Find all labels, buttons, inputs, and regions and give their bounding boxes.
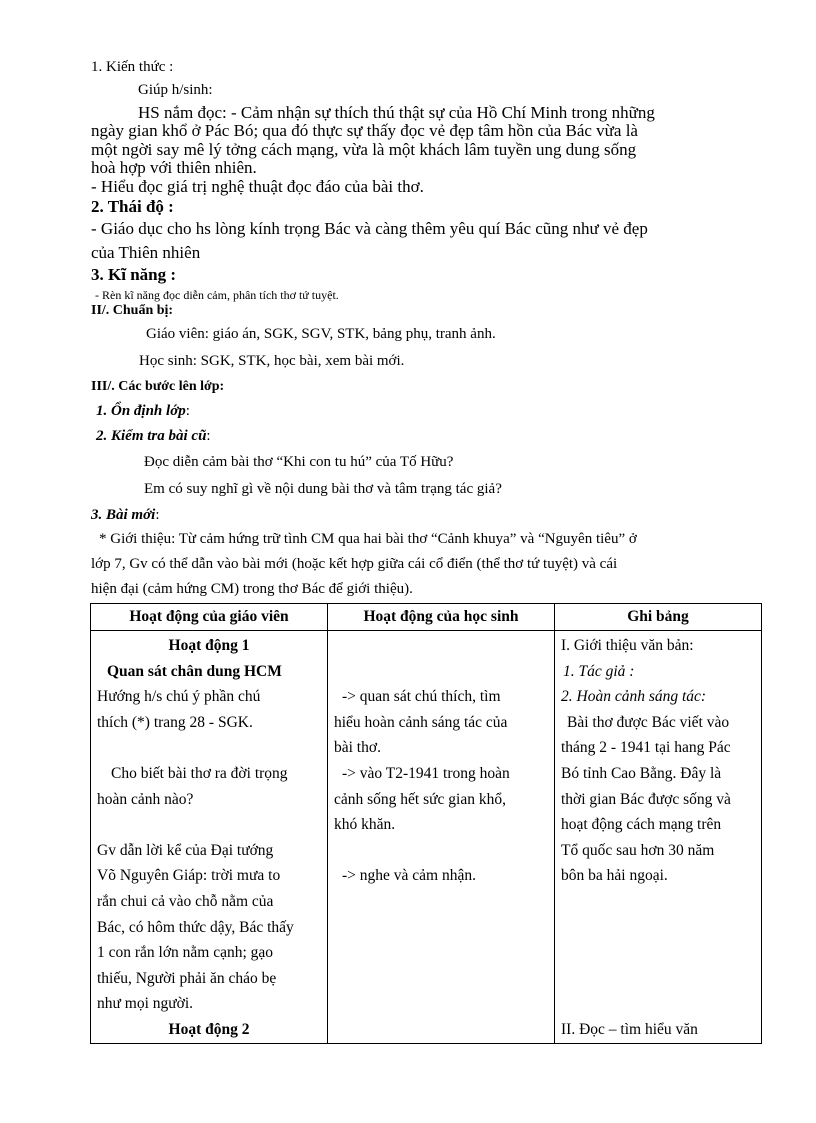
notes-line: Tổ quốc sau hơn 30 năm	[561, 841, 715, 859]
notes-line: Bài thơ được Bác viết vào	[567, 713, 730, 731]
student-line: khó khăn.	[334, 816, 396, 834]
student-line: -> vào T2-1941 trong hoàn	[342, 764, 510, 782]
objective-line-1: HS nắm đọc: - Cảm nhận sự thích thú thật sự của Hồ Chí Minh trong những	[138, 103, 655, 122]
notes-line	[561, 915, 755, 941]
student-line: -> quan sát chú thích, tìm	[342, 688, 501, 706]
notes-tac-gia: 1. Tác giả :	[563, 662, 635, 680]
student-line	[334, 633, 548, 659]
section-thai-do: 2. Thái độ :	[91, 197, 174, 216]
gioi-thieu-line-3: hiện đại (cảm hứng CM) trong thơ Bác để giới thiệu).	[91, 581, 413, 597]
objective-line-3: một ngời say mê lý tởng cách mạng, vừa là một khách lâm tuyền ung dung sống	[91, 140, 637, 159]
question-1: Đọc diễn cảm bài thơ “Khi con tu hú” của Tố Hữu?	[144, 454, 454, 470]
gioi-thieu-line-2: lớp 7, Gv có thể dẫn vào bài mới (hoặc kết hợp giữa cái cổ điển (thể thơ tứ tuyệt) và cái	[91, 556, 618, 572]
notes-line: bôn ba hải ngoại.	[561, 867, 668, 885]
teacher-line: Bác, có hôm thức dậy, Bác thấy	[97, 918, 294, 936]
bai-moi	[91, 508, 159, 523]
on-dinh-lop	[96, 404, 190, 419]
bai-moi-title: 3. Bài mới	[91, 507, 156, 523]
notes-column	[555, 631, 762, 1044]
student-line: -> nghe và cảm nhận.	[342, 867, 476, 885]
header-teacher: Hoạt động của giáo viên	[91, 604, 328, 631]
giao-vien-line: Giáo viên: giáo án, SGK, SGV, STK, bảng phụ, tranh ảnh.	[146, 326, 496, 342]
notes-line	[561, 991, 755, 1017]
student-line: bài thơ.	[334, 739, 381, 757]
student-line: cảnh sống hết sức gian khổ,	[334, 790, 506, 808]
student-line: hiểu hoàn cảnh sáng tác của	[334, 713, 508, 731]
objective-line-5: - Hiểu đọc giá trị nghệ thuật đọc đáo của bài thơ.	[91, 177, 424, 196]
teacher-line: như mọi người.	[97, 995, 194, 1013]
hoc-sinh-line: Học sinh: SGK, STK, học bài, xem bài mới.	[139, 353, 405, 369]
section-cac-buoc: III/. Các bước lên lớp:	[91, 379, 225, 394]
notes-heading-2: II. Đọc – tìm hiểu văn	[561, 1020, 698, 1038]
table-header-row	[91, 604, 762, 631]
question-2: Em có suy nghĩ gì về nội dung bài thơ và tâm trạng tác giả?	[144, 481, 502, 497]
notes-line: Bó tỉnh Cao Bằng. Đây là	[561, 764, 722, 782]
activity-1-subtitle: Quan sát chân dung HCM	[107, 662, 282, 680]
teacher-line: Cho biết bài thơ ra đời trọng	[111, 764, 288, 782]
teacher-line: thiếu, Người phải ăn cháo bẹ	[97, 969, 277, 987]
notes-line: thời gian Bác được sống và	[561, 790, 731, 808]
notes-line	[561, 940, 755, 966]
thai-do-line-2: của Thiên nhiên	[91, 243, 201, 262]
header-notes: Ghi bảng	[555, 604, 762, 631]
activity-2-title: Hoạt động 2	[168, 1020, 250, 1038]
teacher-line	[97, 812, 321, 838]
student-column	[328, 631, 555, 1044]
teacher-column	[91, 631, 328, 1044]
teacher-line: rắn chui cả vào chỗ nằm của	[97, 892, 274, 910]
thai-do-line-1: - Giáo dục cho hs lòng kính trọng Bác và càng thêm yêu quí Bác cũng như vẻ đẹp	[91, 219, 648, 238]
teacher-line	[97, 735, 321, 761]
objective-line-4: hoà hợp với thiên nhiên.	[91, 158, 257, 177]
notes-heading-1: I. Giới thiệu văn bản:	[561, 637, 694, 654]
notes-hoan-canh: 2. Hoàn cảnh sáng tác:	[561, 688, 707, 706]
giup-label: Giúp h/sinh:	[138, 82, 213, 98]
notes-line	[561, 966, 755, 992]
teacher-line: thích (*) trang 28 - SGK.	[97, 713, 253, 731]
kiem-tra-bai-cu	[96, 429, 211, 444]
on-dinh-title: 1. Ổn định lớp	[96, 403, 186, 419]
lesson-table	[90, 603, 762, 1044]
kiem-tra-title: 2. Kiểm tra bài cũ	[96, 428, 207, 444]
objective-line-2: ngày gian khổ ở Pác Bó; qua đó thực sự thấy đọc vẻ đẹp tâm hồn của Bác vừa là	[91, 121, 638, 140]
notes-line: tháng 2 - 1941 tại hang Pác	[561, 739, 731, 757]
teacher-line: Gv dẫn lời kể của Đại tướng	[97, 841, 274, 859]
on-dinh-colon: :	[185, 403, 190, 419]
teacher-line: Hướng h/s chú ý phần chú	[97, 688, 261, 706]
kiem-tra-colon: :	[206, 428, 211, 444]
student-line	[334, 659, 548, 685]
table-row	[91, 631, 762, 1044]
gioi-thieu-line-1: * Giới thiệu: Từ cảm hứng trữ tình CM qua hai bài thơ “Cảnh khuya” và “Nguyên tiêu” ở	[99, 531, 637, 547]
bai-moi-colon: :	[155, 507, 160, 523]
activity-1-title: Hoạt động 1	[168, 637, 250, 654]
teacher-line: Võ Nguyên Giáp: trời mưa to	[97, 867, 281, 885]
teacher-line: hoàn cảnh nào?	[97, 790, 194, 808]
section-ki-nang: 3. Kĩ năng :	[91, 265, 177, 284]
header-student: Hoạt động của học sinh	[328, 604, 555, 631]
ki-nang-line: - Rèn kĩ năng đọc diễn cảm, phân tích thơ tứ tuyệt.	[95, 288, 339, 302]
teacher-line: 1 con rắn lớn nằm cạnh; gạo	[97, 944, 274, 962]
student-line	[334, 838, 548, 864]
notes-line: hoạt động cách mạng trên	[561, 816, 722, 834]
notes-line	[561, 889, 755, 915]
section-chuan-bi: II/. Chuẩn bị:	[91, 303, 174, 318]
section-kien-thuc: 1. Kiến thức :	[91, 59, 174, 75]
